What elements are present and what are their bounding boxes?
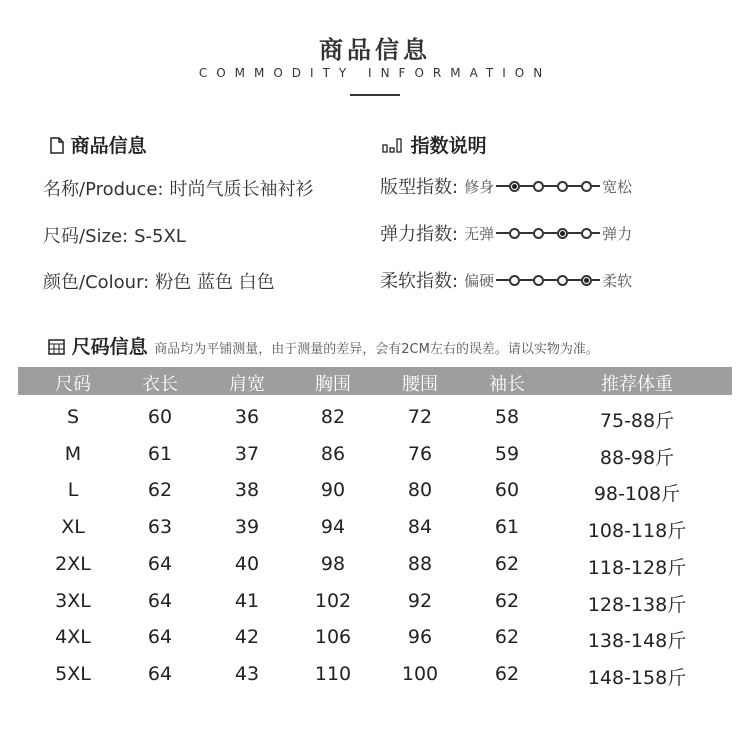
table-cell: 148-158斤 — [587, 666, 687, 689]
table-cell: 102 — [314, 589, 352, 612]
column-header: 腰围 — [402, 374, 438, 395]
table-cell: 36 — [234, 406, 260, 428]
index-left-label: 无弹 — [464, 224, 495, 243]
table-cell: 61 — [494, 516, 520, 539]
page-title: 商品信息 — [319, 36, 431, 64]
selected-radio-icon — [509, 181, 520, 192]
radio-icon — [533, 181, 544, 192]
table-cell: 90 — [320, 479, 346, 502]
measurement-note: 商品均为平铺测量，由于测量的差异，会有2CM左右的误差。请以实物为准。 — [154, 342, 599, 357]
table-cell: 42 — [234, 626, 260, 649]
index-scale — [496, 228, 600, 239]
table-cell: 110 — [314, 662, 352, 685]
index-row — [380, 267, 632, 293]
table-cell: 64 — [147, 626, 173, 649]
size-heading-text: 尺码信息 — [71, 336, 148, 358]
table-cell: S — [66, 406, 80, 428]
column-header: 胸围 — [315, 374, 351, 395]
index-label: 弹力指数: — [380, 224, 459, 245]
table-cell: 84 — [407, 516, 433, 539]
table-cell: 100 — [401, 662, 439, 685]
title-divider — [350, 94, 400, 96]
column-header: 肩宽 — [229, 374, 265, 395]
table-cell: 40 — [234, 552, 260, 575]
index-heading — [382, 131, 487, 158]
index-left-label: 偏硬 — [464, 271, 495, 290]
page-subtitle: COMMODITY INFORMATION — [198, 66, 552, 80]
info-row-size: 尺码/Size: S-5XL — [43, 226, 186, 247]
table-cell: 76 — [407, 442, 433, 465]
table-cell: 41 — [234, 589, 260, 612]
selected-radio-icon — [581, 275, 592, 286]
table-cell: 60 — [494, 479, 520, 502]
info-heading — [50, 131, 147, 158]
table-cell: 98-108斤 — [593, 483, 681, 506]
table-cell: 96 — [407, 626, 433, 649]
radio-icon — [581, 181, 592, 192]
table-cell: 88-98斤 — [599, 446, 675, 469]
table-cell: 64 — [147, 662, 173, 685]
info-row-colour: 颜色/Colour: 粉色 蓝色 白色 — [43, 272, 275, 293]
info-heading-text: 商品信息 — [70, 135, 147, 157]
table-cell: 92 — [407, 589, 433, 612]
size-heading — [48, 332, 599, 359]
table-cell: 98 — [320, 552, 346, 575]
index-left-label: 修身 — [464, 177, 495, 196]
index-row — [380, 173, 632, 199]
table-cell: 58 — [494, 406, 520, 428]
radio-icon — [557, 275, 568, 286]
document-icon — [50, 137, 64, 154]
radio-icon — [581, 228, 592, 239]
table-cell: 108-118斤 — [587, 520, 687, 543]
index-row — [380, 220, 632, 246]
table-cell: 63 — [147, 516, 173, 539]
index-label: 版型指数: — [380, 177, 459, 198]
table-cell: 94 — [320, 516, 346, 539]
radio-icon — [509, 228, 520, 239]
column-header: 袖长 — [489, 374, 525, 395]
table-cell: 138-148斤 — [587, 630, 687, 653]
table-cell: L — [67, 479, 79, 502]
table-cell: 61 — [147, 442, 173, 465]
selected-radio-icon — [557, 228, 568, 239]
radio-icon — [557, 181, 568, 192]
index-label: 柔软指数: — [380, 271, 459, 292]
column-header: 推荐体重 — [601, 374, 673, 395]
table-cell: 64 — [147, 552, 173, 575]
index-scale — [496, 275, 600, 286]
table-cell: 5XL — [55, 662, 91, 685]
table-cell: 64 — [147, 589, 173, 612]
table-cell: 106 — [314, 626, 352, 649]
table-cell: M — [64, 442, 82, 465]
table-cell: 39 — [234, 516, 260, 539]
index-scale — [496, 181, 600, 192]
table-cell: XL — [61, 516, 85, 539]
table-cell: 75-88斤 — [599, 410, 675, 432]
table-cell: 62 — [147, 479, 173, 502]
table-cell: 37 — [234, 442, 260, 465]
table-cell: 82 — [320, 406, 346, 428]
table-cell: 88 — [407, 552, 433, 575]
column-header: 尺码 — [55, 374, 91, 395]
table-cell: 62 — [494, 626, 520, 649]
table-cell: 80 — [407, 479, 433, 502]
radio-icon — [533, 275, 544, 286]
table-cell: 118-128斤 — [587, 556, 687, 579]
table-cell: 62 — [494, 662, 520, 685]
table-cell: 86 — [320, 442, 346, 465]
info-row-name: 名称/Produce: 时尚气质长袖衬衫 — [43, 179, 314, 200]
index-right-label: 柔软 — [602, 271, 633, 290]
table-cell: 4XL — [55, 626, 91, 649]
table-cell: 2XL — [55, 552, 91, 575]
table-cell: 72 — [407, 406, 433, 428]
column-header: 衣长 — [142, 374, 178, 395]
grid-icon — [48, 338, 65, 355]
table-cell: 62 — [494, 552, 520, 575]
radio-icon — [533, 228, 544, 239]
table-cell: 38 — [234, 479, 260, 502]
index-right-label: 宽松 — [602, 177, 633, 196]
index-heading-text: 指数说明 — [410, 135, 487, 157]
radio-icon — [509, 275, 520, 286]
table-cell: 59 — [494, 442, 520, 465]
table-cell: 62 — [494, 589, 520, 612]
table-cell: 60 — [147, 406, 173, 428]
table-cell: 128-138斤 — [587, 593, 687, 616]
bar-chart-icon — [382, 137, 404, 153]
index-right-label: 弹力 — [602, 224, 633, 243]
table-cell: 43 — [234, 662, 260, 685]
table-cell: 3XL — [55, 589, 91, 612]
